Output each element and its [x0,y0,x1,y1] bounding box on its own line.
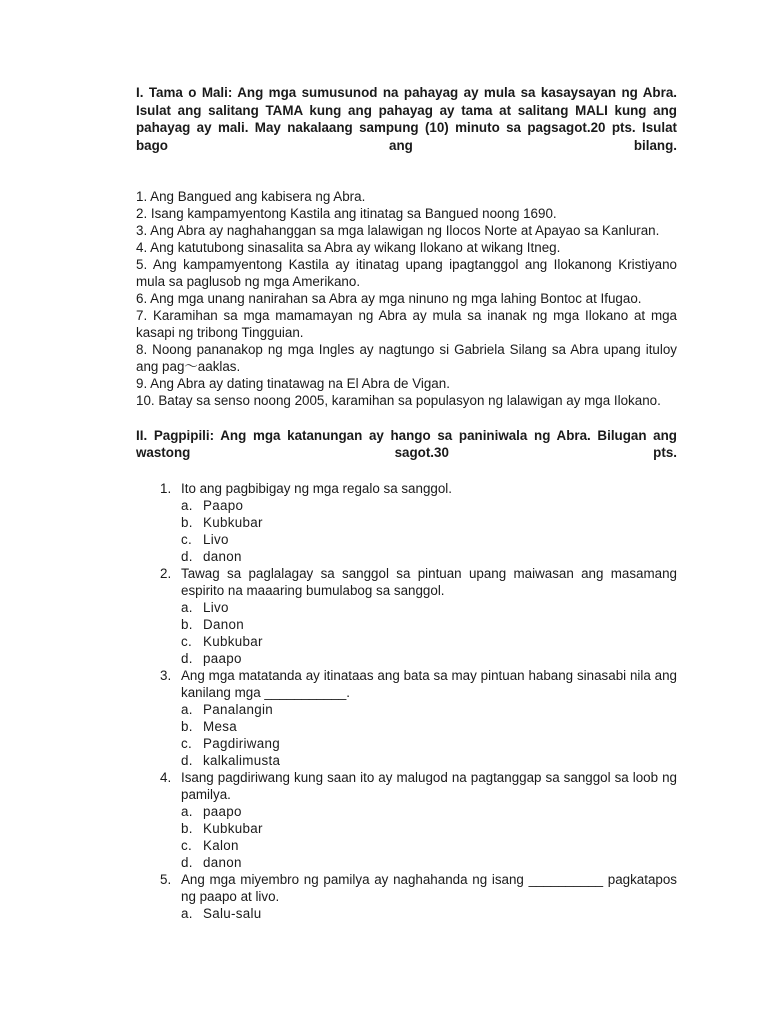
choice-letter: d. [181,549,193,564]
choice-letter: a. [181,498,193,513]
true-false-item: 3. Ang Abra ay naghahanggan sa mga lalawigan ng Ilocos Norte at Apayao sa Kanluran. [136,222,660,238]
choice-option[interactable] [181,820,677,837]
choice-letter: b. [181,821,193,836]
question-number: 1. [160,481,172,496]
choice-text: Mesa [203,719,237,734]
true-false-item: 4. Ang katutubong sinasalita sa Abra ay wikang Ilokano at wikang Itneg. [136,239,561,255]
question-text: Ito ang pagbibigay ng mga regalo sa sanggol. [181,481,452,496]
choice-letter: a. [181,702,193,717]
choice-list [181,905,677,922]
choice-letter: c. [181,634,193,649]
choice-option[interactable] [181,514,677,531]
choice-option[interactable] [181,837,677,854]
question-number: 5. [160,872,172,887]
choice-list [181,701,677,769]
choice-text: danon [203,855,242,870]
choice-option[interactable] [181,633,677,650]
choice-letter: b. [181,719,193,734]
choice-letter: c. [181,532,193,547]
choice-option[interactable] [181,650,677,667]
true-false-item: 10. Batay sa senso noong 2005, karamihan sa populasyon ng lalawigan ay mga Ilokano. [136,392,661,408]
true-false-item: 9. Ang Abra ay dating tinatawag na El Abra de Vigan. [136,375,450,391]
true-false-item: 5. Ang kampamyentong Kastila ay itinatag upang ipagtanggol ang Ilokanong Kristiyano mula sa paglusob ng mga Amerikano. [136,256,677,289]
choice-option[interactable] [181,803,677,820]
section-2-heading: II. Pagpipili: Ang mga katanungan ay hango sa paniniwala ng Abra. Bilugan ang wastong sagot.30 pts. [136,427,677,460]
question-number: 4. [160,770,172,785]
question-number: 2. [160,566,172,581]
choice-text: danon [203,549,242,564]
choice-letter: d. [181,651,193,666]
choice-option[interactable] [181,752,677,769]
question-item [136,480,677,565]
choice-text: Livo [203,532,229,547]
choice-text: Danon [203,617,244,632]
true-false-item: 7. Karamihan sa mga mamamayan ng Abra ay mula sa inanak ng mga Ilokano at mga kasapi ng tribong Tingguian. [136,307,677,340]
document-page [136,84,677,922]
true-false-list [136,188,677,409]
choice-option[interactable] [181,905,677,922]
choice-option[interactable] [181,718,677,735]
choice-option[interactable] [181,497,677,514]
choice-letter: a. [181,600,193,615]
question-text: Ang mga matatanda ay itinataas ang bata sa may pintuan habang sinasabi nila ang kanilang mga ___________. [181,668,677,700]
choice-text: Panalangin [203,702,274,717]
choice-list [181,497,677,565]
choice-text: Pagdiriwang [203,736,280,751]
choice-letter: b. [181,617,193,632]
choice-text: kalkalimusta [203,753,281,768]
true-false-item: 6. Ang mga unang nanirahan sa Abra ay mga ninuno ng mga lahing Bontoc at Ifugao. [136,290,642,306]
choice-text: Kalon [203,838,239,853]
choice-option[interactable] [181,599,677,616]
choice-text: paapo [203,651,242,666]
choice-letter: b. [181,515,193,530]
question-item [136,565,677,667]
section-tama-o-mali [136,84,677,409]
choice-option[interactable] [181,735,677,752]
question-item [136,769,677,871]
choice-letter: d. [181,855,193,870]
choice-text: paapo [203,804,242,819]
question-text: Ang mga miyembro ng pamilya ay naghahanda ng isang __________ pagkatapos ng paapo at livo. [181,872,677,904]
choice-option[interactable] [181,548,677,565]
choice-letter: c. [181,736,193,751]
choice-list [181,599,677,667]
question-item [136,871,677,922]
choice-text: Kubkubar [203,515,263,530]
choice-text: Paapo [203,498,244,513]
choice-option[interactable] [181,531,677,548]
question-text: Tawag sa paglalagay sa sanggol sa pintuan upang maiwasan ang masamang espirito na maaaring bumulabog sa sanggol. [181,566,677,598]
choice-option[interactable] [181,616,677,633]
choice-letter: c. [181,838,193,853]
section-pagpipili [136,427,677,923]
choice-text: Livo [203,600,229,615]
choice-text: Kubkubar [203,821,263,836]
choice-letter: d. [181,753,193,768]
true-false-item: 2. Isang kampamyentong Kastila ang itinatag sa Bangued noong 1690. [136,205,557,221]
true-false-item: 8. Noong pananakop ng mga Ingles ay nagtungo si Gabriela Silang sa Abra upang ituloy ang pag～aaklas. [136,341,677,374]
section-1-heading: I. Tama o Mali: Ang mga sumusunod na pahayag ay mula sa kasaysayan ng Abra. Isulat ang salitang TAMA kung ang pahayag ay tama at salitang MALI kung ang pahayag ay mali. May nakalaang sampung (10) minuto sa pagsagot.20 pts. Isulat bago ang bilang. [136,85,677,153]
true-false-item: 1. Ang Bangued ang kabisera ng Abra. [136,188,366,204]
question-number: 3. [160,668,172,683]
choice-letter: a. [181,906,193,921]
question-text: Isang pagdiriwang kung saan ito ay malugod na pagtanggap sa sanggol sa loob ng pamilya. [181,770,677,802]
choice-text: Salu-salu [203,906,262,921]
choice-list [181,803,677,871]
choice-option[interactable] [181,854,677,871]
choice-text: Kubkubar [203,634,263,649]
choice-option[interactable] [181,701,677,718]
multiple-choice-list [136,480,677,922]
choice-letter: a. [181,804,193,819]
question-item [136,667,677,769]
